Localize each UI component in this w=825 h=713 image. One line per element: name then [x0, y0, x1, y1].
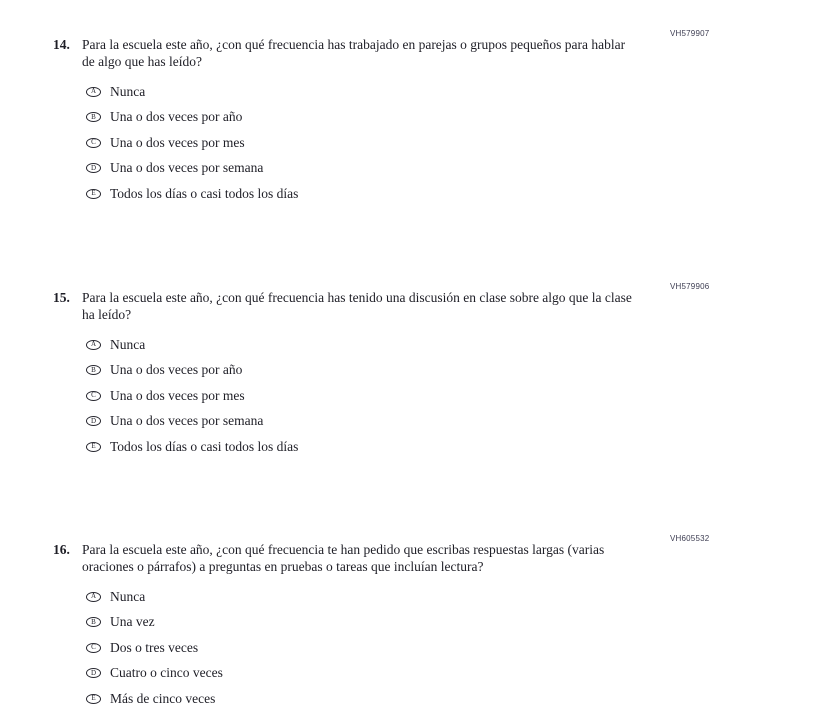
answer-bubble-icon[interactable] — [86, 365, 101, 375]
answer-bubble-icon[interactable] — [86, 592, 101, 602]
option-letter: A — [90, 592, 97, 601]
answer-option[interactable] — [86, 332, 765, 358]
answer-bubble-icon[interactable] — [86, 668, 101, 678]
question-code: VH605532 — [670, 534, 710, 543]
answer-option[interactable] — [86, 610, 765, 636]
answer-bubble-icon[interactable] — [86, 694, 101, 704]
options-list — [86, 79, 765, 207]
option-label: Una o dos veces por semana — [110, 160, 264, 176]
option-label: Una vez — [110, 614, 155, 630]
answer-bubble-icon[interactable] — [86, 643, 101, 653]
option-letter: B — [91, 617, 96, 626]
question-text: Para la escuela este año, ¿con qué frecuencia has tenido una discusión en clase sobre algo que la clase ha leído? — [82, 290, 632, 322]
answer-option[interactable] — [86, 434, 765, 460]
option-letter: D — [90, 416, 97, 425]
answer-option[interactable] — [86, 156, 765, 182]
answer-option[interactable] — [86, 383, 765, 409]
answer-option[interactable] — [86, 181, 765, 207]
option-label: Nunca — [110, 83, 146, 99]
answer-bubble-icon[interactable] — [86, 442, 101, 452]
option-label: Nunca — [110, 588, 146, 604]
option-label: Una o dos veces por año — [110, 362, 243, 378]
question-block — [53, 534, 765, 712]
option-label: Una o dos veces por mes — [110, 387, 245, 403]
option-label: Una o dos veces por mes — [110, 134, 245, 150]
option-label: Todos los días o casi todos los días — [110, 438, 299, 454]
answer-bubble-icon[interactable] — [86, 189, 101, 199]
answer-option[interactable] — [86, 584, 765, 610]
question-block — [53, 282, 765, 460]
answer-option[interactable] — [86, 635, 765, 661]
answer-bubble-icon[interactable] — [86, 112, 101, 122]
option-label: Más de cinco veces — [110, 690, 216, 706]
answer-bubble-icon[interactable] — [86, 87, 101, 97]
option-letter: C — [91, 391, 96, 400]
answer-bubble-icon[interactable] — [86, 416, 101, 426]
question-block — [53, 29, 765, 207]
option-label: Todos los días o casi todos los días — [110, 185, 299, 201]
question-text: Para la escuela este año, ¿con qué frecuencia has trabajado en parejas o grupos pequeños para hablar de algo que has leído? — [82, 37, 626, 69]
question-number: 16. — [53, 542, 70, 557]
option-letter: E — [91, 442, 96, 451]
option-letter: C — [91, 643, 96, 652]
option-letter: E — [91, 694, 96, 703]
question-number: 15. — [53, 290, 70, 305]
option-letter: D — [90, 668, 97, 677]
option-letter: B — [91, 112, 96, 121]
question-row — [53, 534, 765, 575]
answer-option[interactable] — [86, 79, 765, 105]
option-letter: A — [90, 87, 97, 96]
option-label: Cuatro o cinco veces — [110, 665, 223, 681]
question-row — [53, 282, 765, 323]
question-number: 14. — [53, 37, 70, 52]
options-list — [86, 332, 765, 460]
question-row — [53, 29, 765, 70]
answer-option[interactable] — [86, 686, 765, 712]
answer-option[interactable] — [86, 105, 765, 131]
option-letter: E — [91, 189, 96, 198]
question-code: VH579906 — [670, 282, 710, 291]
option-letter: D — [90, 163, 97, 172]
answer-bubble-icon[interactable] — [86, 138, 101, 148]
answer-bubble-icon[interactable] — [86, 391, 101, 401]
option-letter: A — [90, 340, 97, 349]
option-label: Una o dos veces por semana — [110, 413, 264, 429]
answer-option[interactable] — [86, 661, 765, 687]
options-list — [86, 584, 765, 712]
option-label: Nunca — [110, 336, 146, 352]
question-code: VH579907 — [670, 29, 710, 38]
option-label: Dos o tres veces — [110, 639, 199, 655]
option-letter: B — [91, 365, 96, 374]
option-letter: C — [91, 138, 96, 147]
option-label: Una o dos veces por año — [110, 109, 243, 125]
question-text: Para la escuela este año, ¿con qué frecuencia te han pedido que escribas respuestas largas (varias oraciones o párrafos) a preguntas en pruebas o tareas que incluían lectura? — [82, 542, 605, 574]
answer-bubble-icon[interactable] — [86, 617, 101, 627]
answer-bubble-icon[interactable] — [86, 340, 101, 350]
answer-option[interactable] — [86, 358, 765, 384]
answer-option[interactable] — [86, 409, 765, 435]
answer-bubble-icon[interactable] — [86, 163, 101, 173]
answer-option[interactable] — [86, 130, 765, 156]
